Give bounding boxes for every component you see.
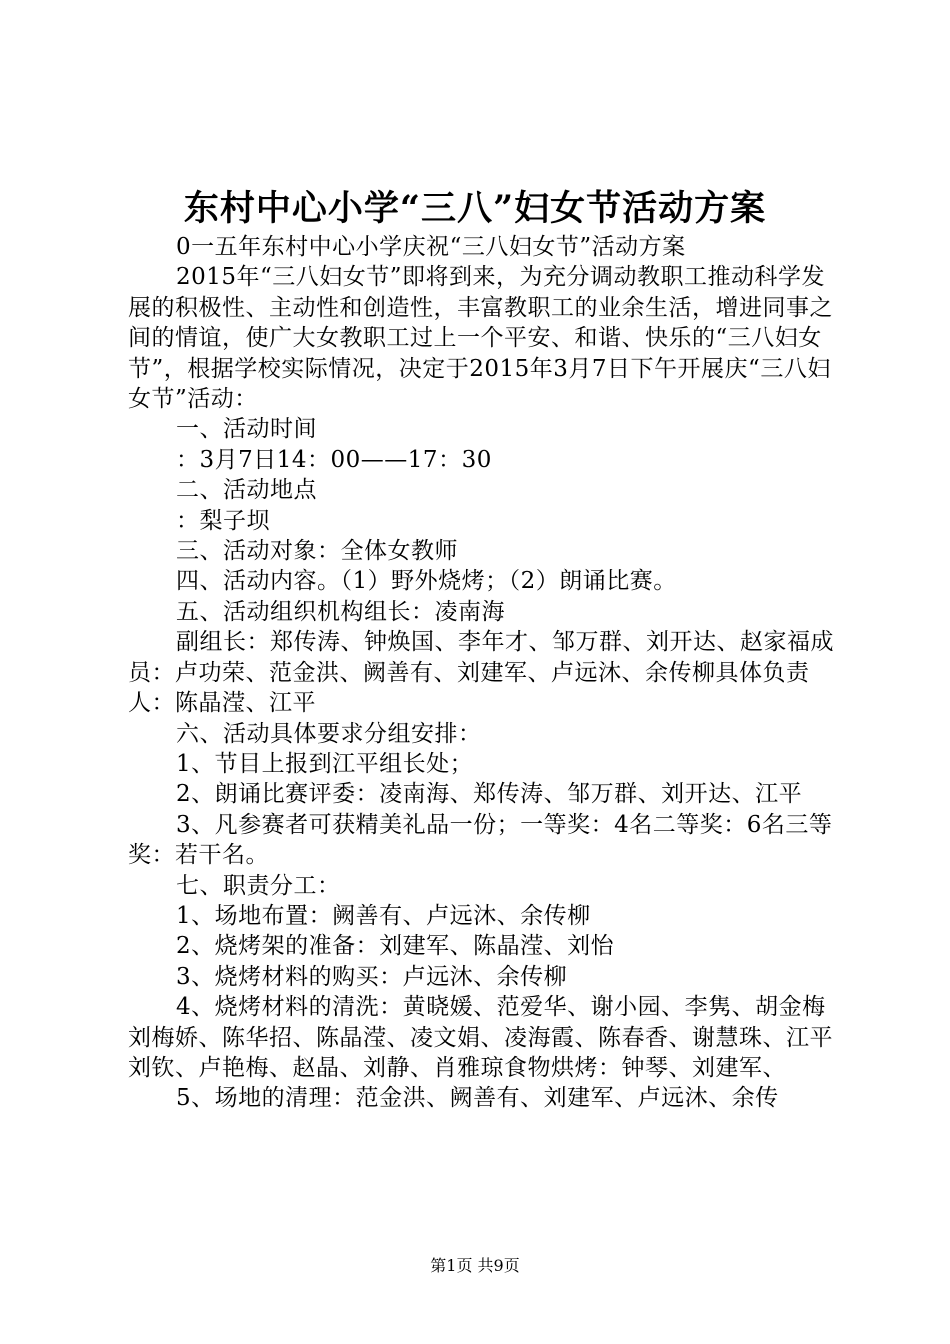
paragraph: 4、烧烤材料的清洗：黄晓媛、范爱华、谢小园、李隽、胡金梅刘梅娇、陈华招、陈晶滢、凌文娟、凌海霞、陈春香、谢慧珠、江平刘钦、卢艳梅、赵晶、刘静、肖雅琼食物烘烤：钟琴、刘建军、 — [128, 994, 833, 1081]
paragraph: 2015年“三八妇女节”即将到来，为充分调动教职工推动科学发展的积极性、主动性和创造性，丰富教职工的业余生活，增进同事之间的情谊，使广大女教职工过上一个平安、和谐、快乐的“三八妇女节”，根据学校实际情况，决定于2015年3月7日下午开展庆“三八妇女节”活动： — [128, 264, 833, 413]
paragraph: 四、活动内容。（1）野外烧烤；（2）朗诵比赛。 — [176, 568, 677, 595]
paragraph: 一、活动时间 — [176, 416, 317, 443]
document-title: 东村中心小学“三八”妇女节活动方案 — [183, 188, 767, 229]
paragraph: ：3月7日14：00——17：30 — [176, 446, 492, 473]
paragraph: 六、活动具体要求分组安排： — [176, 720, 482, 747]
paragraph: 3、凡参赛者可获精美礼品一份；一等奖：4名二等奖：6名三等奖：若干名。 — [128, 811, 833, 869]
document-body — [128, 232, 840, 1114]
paragraph: 5、场地的清理：范金洪、阙善有、刘建军、卢远沐、余传 — [176, 1085, 779, 1112]
paragraph: 五、活动组织机构组长：凌南海 — [176, 598, 505, 625]
paragraph: 2、朗诵比赛评委：凌南海、郑传涛、邹万群、刘开达、江平 — [176, 781, 803, 808]
page-footer: 第1页 共9页 — [430, 1256, 520, 1275]
paragraph: ：梨子坝 — [176, 507, 270, 534]
paragraph: 0一五年东村中心小学庆祝“三八妇女节”活动方案 — [176, 234, 686, 260]
paragraph: 2、烧烤架的准备：刘建军、陈晶滢、刘怡 — [176, 933, 615, 960]
paragraph: 3、烧烤材料的购买：卢远沐、余传柳 — [176, 963, 568, 990]
paragraph: 副组长：郑传涛、钟焕国、李年才、邹万群、刘开达、赵家福成员：卢功荣、范金洪、阙善有、刘建军、卢远沐、余传柳具体负责人：陈晶滢、江平 — [128, 629, 834, 717]
paragraph: 1、节目上报到江平组长处； — [176, 750, 474, 777]
paragraph: 三、活动对象：全体女教师 — [176, 538, 458, 565]
paragraph: 七、职责分工： — [176, 872, 341, 899]
paragraph: 1、场地布置：阙善有、卢远沐、余传柳 — [176, 902, 591, 929]
paragraph: 二、活动地点 — [176, 477, 317, 504]
